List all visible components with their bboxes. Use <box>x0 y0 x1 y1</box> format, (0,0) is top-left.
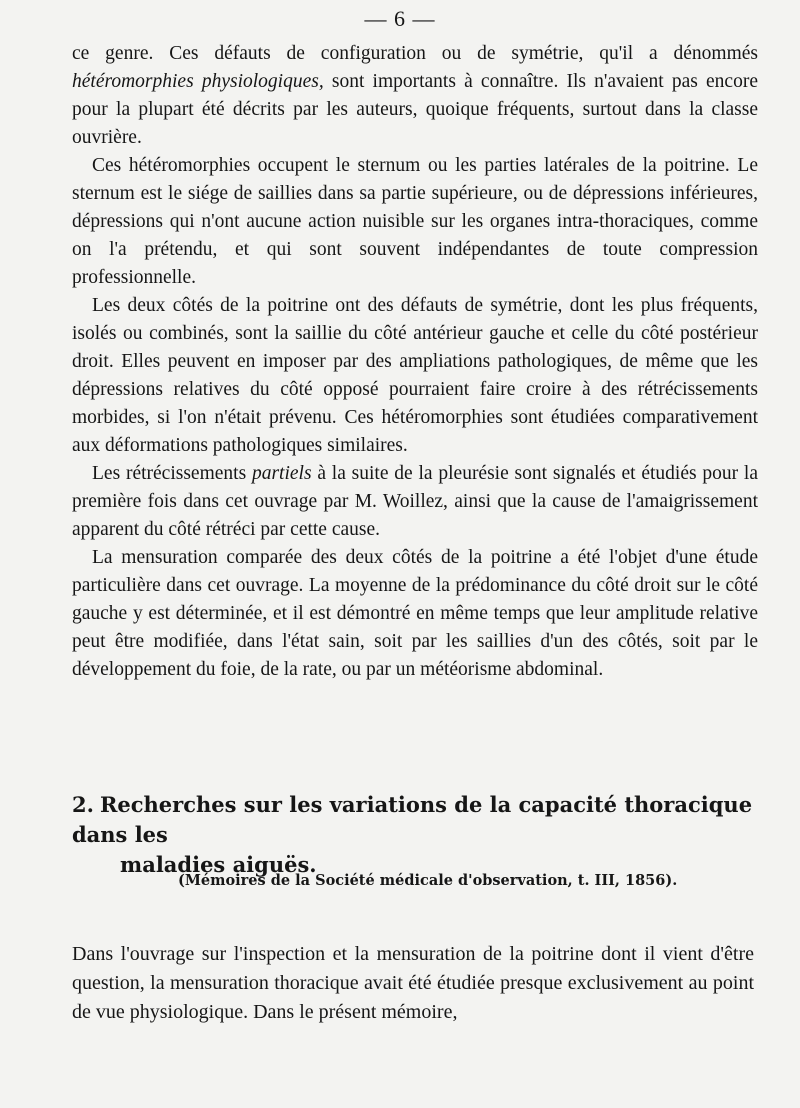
paragraph-4-emphasis: partiels <box>251 463 312 484</box>
section-heading <box>72 790 762 880</box>
paragraph-5: La mensuration comparée des deux côtés de la poitrine a été l'objet d'une étude particulière dans cet ouvrage. La moyenne de la prédominance du côté droit sur le côté gauche y est déterminée, et il est démontré en même temps que leur amplitude relative peut être modifiée, dans l'état sain, soit par les saillies d'un des côtés, soit par le développement du foie, de la rate, ou par un météorisme abdominal. <box>72 547 758 680</box>
paragraph-1-post: sont importants à connaître. Ils n'avaient pas encore pour la plupart été décrits par les auteurs, quoique fréquents, surtout dans la classe ouvrière. <box>72 71 758 148</box>
section-source-citation: (Mémoires de la Société médicale d'observation, t. III, 1856). <box>178 872 678 889</box>
paragraph-4 <box>72 460 758 544</box>
section-paragraph: Dans l'ouvrage sur l'inspection et la mensuration de la poitrine dont il vient d'être question, la mensuration thoracique avait été étudiée presque exclusivement au point de vue physiologique. Dans le présent mémoire, <box>72 943 754 1023</box>
paragraph-1 <box>72 40 758 152</box>
section-title-line-1: Recherches sur les variations de la capacité thoracique dans les <box>72 792 753 847</box>
paragraph-1-emphasis: hétéromorphies physiologiques, <box>72 71 324 92</box>
section-number: 2. <box>72 792 94 817</box>
page-number: — 6 — <box>364 6 436 31</box>
paragraph-4-pre: Les rétrécissements <box>92 463 252 484</box>
paragraph-1-pre: ce genre. Ces défauts de configuration ou de symétrie, qu'il a dénommés <box>72 43 758 64</box>
body-text <box>72 40 758 684</box>
paragraph-4-post: à la suite de la pleurésie sont signalés et étudiés pour la première fois dans cet ouvrage par M. Woillez, ainsi que la cause de l'amaigrissement apparent du côté rétréci par cette cause. <box>72 463 758 540</box>
section-title-line-2: maladies aiguës. <box>120 852 317 877</box>
paragraph-3: Les deux côtés de la poitrine ont des défauts de symétrie, dont les plus fréquents, isolés ou combinés, sont la saillie du côté antérieur gauche et celle du côté postérieur droit. Elles peuvent en imposer par des ampliations pathologiques, de même que les dépressions relatives du côté opposé pourraient faire croire à des rétrécissements morbides, si l'on n'était prévenu. Ces hétéromorphies sont étudiées comparativement aux déformations pathologiques similaires. <box>72 295 758 456</box>
paragraph-2: Ces hétéromorphies occupent le sternum ou les parties latérales de la poitrine. Le sternum est le siége de saillies dans sa partie supérieure, ou de dépressions inférieures, dépressions qui n'ont aucune action nuisible sur les organes intra-thoraciques, comme on l'a prétendu, et qui sont souvent indépendantes de toute compression professionnelle. <box>72 155 758 288</box>
